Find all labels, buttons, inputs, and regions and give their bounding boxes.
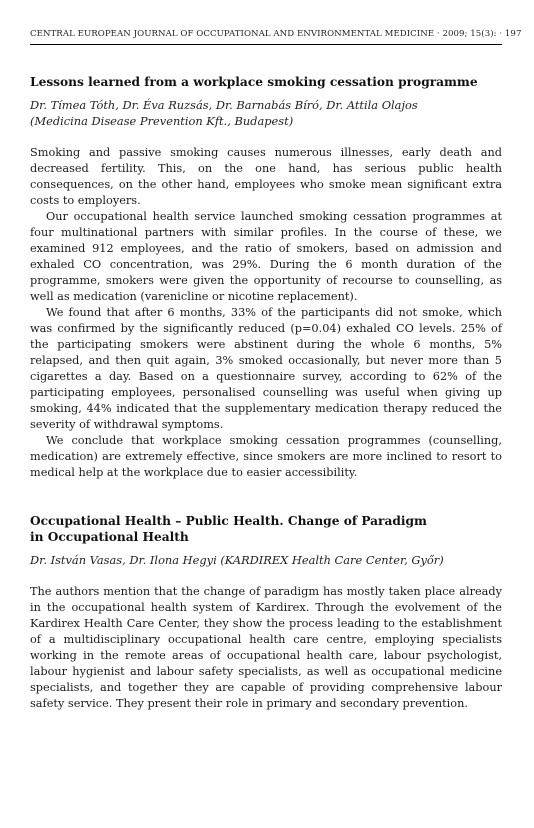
abstract-paragraph: We conclude that workplace smoking cessation programmes (counselling, medication) are extremely effective, since smokers are more inclined to resort to medical help at the workplace due to easier accessibility. <box>30 434 502 479</box>
article-paradigm-change <box>30 513 502 712</box>
running-header: CENTRAL EUROPEAN JOURNAL OF OCCUPATIONAL AND ENVIRONMENTAL MEDICINE · 2009; 15(3): · 197 <box>30 29 522 39</box>
header-rule <box>30 44 502 45</box>
article-title <box>30 513 502 545</box>
abstract-paragraph: Our occupational health service launched smoking cessation programmes at four multinational partners with similar profiles. In the course of these, we examined 912 employees, and the ratio of smokers, based on admission and exhaled CO concentration, was 29%. During the 6 month duration of the programme, smokers were given the opportunity of recourse to counselling, as well as medication (varenicline or nicotine replacement). <box>30 210 502 303</box>
article-smoking-cessation <box>30 74 502 481</box>
abstract-paragraph: The authors mention that the change of paradigm has mostly taken place already in the occupational health system of Kardirex. Through the evolvement of the Kardirex Health Care Center, they show the process leading to the establishment of a multidisciplinary occupational health care centre, employing specialists working in the remote areas of occupational health care, labour psychologist, labour hygienist and labour safety specialists, as well as occupational medicine specialists, and together they are capable of providing comprehensive labour safety service. They present their role in primary and secondary prevention. <box>30 585 502 710</box>
article-title-line: Occupational Health – Public Health. Change of Paradigm <box>30 514 427 528</box>
article-title-line: in Occupational Health <box>30 530 189 544</box>
article-authors <box>30 97 502 129</box>
abstract-paragraph: We found that after 6 months, 33% of the participants did not smoke, which was confirmed by the significantly reduced (p=0.04) exhaled CO levels. 25% of the participating smokers were abstinent during the whole 6 months, 5% relapsed, and then quit again, 3% smoked occasionally, but never more than 5 cigarettes a day. Based on a questionnaire survey, according to 62% of the participating employees, personalised counselling was useful when giving up smoking, 44% indicated that the supplementary medication therapy reduced the severity of withdrawal symptoms. <box>30 306 502 431</box>
article-abstract <box>30 145 502 481</box>
abstract-paragraph: Smoking and passive smoking causes numerous illnesses, early death and decreased fertility. This, on the one hand, has serious public health consequences, on the other hand, employees who smoke mean significant extra costs to employers. <box>30 146 502 207</box>
article-authors: Dr. István Vasas, Dr. Ilona Hegyi (KARDIREX Health Care Center, Győr) <box>30 553 444 567</box>
article-abstract <box>30 584 502 712</box>
article-title: Lessons learned from a workplace smoking cessation programme <box>30 75 478 89</box>
page-content <box>30 74 502 712</box>
authors-names: Dr. Tímea Tóth, Dr. Éva Ruzsás, Dr. Barnabás Bíró, Dr. Attila Olajos <box>30 98 418 112</box>
authors-affiliation: (Medicina Disease Prevention Kft., Budapest) <box>30 114 294 128</box>
